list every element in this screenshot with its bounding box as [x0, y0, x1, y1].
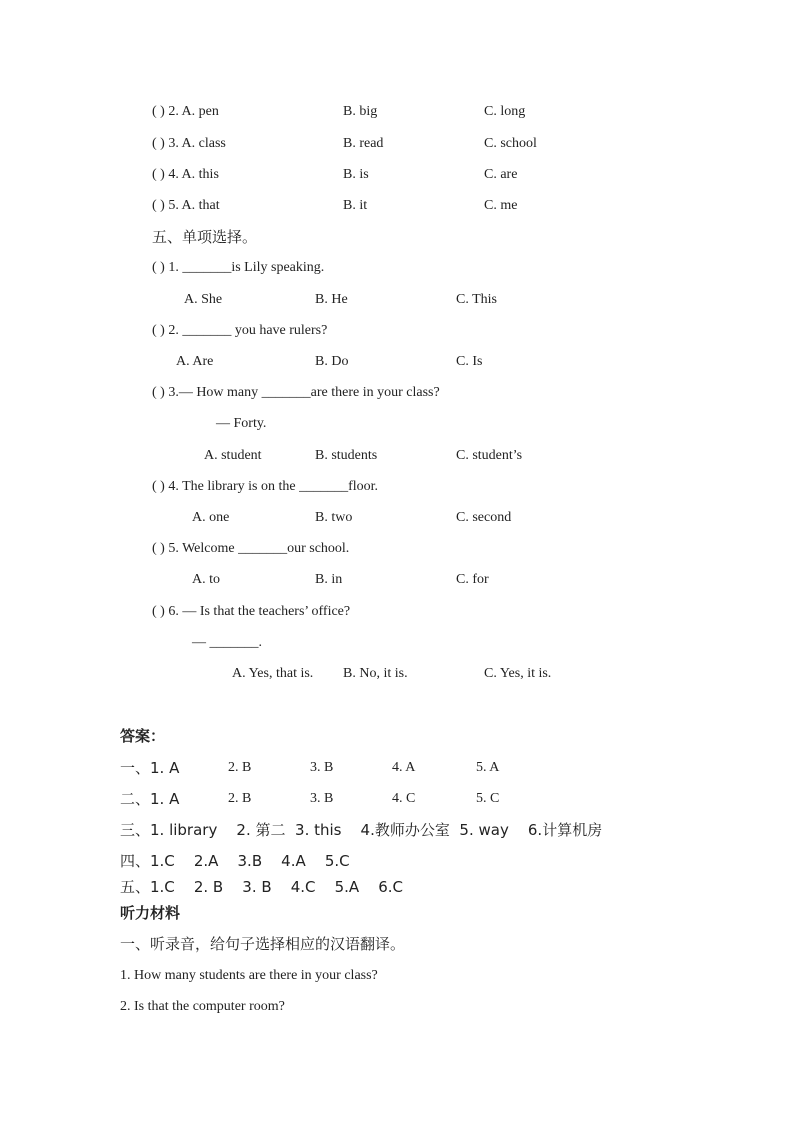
option-a: A. one [192, 510, 230, 525]
answer-item: 3. B [310, 791, 334, 806]
options-row [184, 290, 604, 310]
question-number: ( ) 5. A. that [152, 198, 220, 213]
option-b: B. it [343, 198, 368, 213]
options-row [204, 446, 624, 466]
option-c: C. long [484, 104, 526, 119]
listening-sentence: 2. Is that the computer room? [120, 999, 285, 1014]
answer-item: 2. B [228, 791, 252, 806]
option-b: B. is [343, 167, 369, 182]
answer-item: 2. B [228, 760, 252, 775]
option-c: C. for [456, 572, 489, 587]
option-c: C. are [484, 167, 518, 182]
question-number: ( ) 4. A. this [152, 167, 219, 182]
answer-item: 5. C [476, 791, 500, 806]
answer-label: 一、1. A [120, 759, 180, 777]
option-b: B. He [315, 292, 348, 307]
answers-heading: 答案： [120, 727, 166, 745]
option-b: B. two [315, 510, 353, 525]
answer-item: 5. A [476, 760, 500, 775]
answer-item: 3. B [310, 760, 334, 775]
answer-item: 4. C [392, 791, 416, 806]
listening-subtitle: 一、听录音，给句子选择相应的汉语翻译。 [120, 935, 406, 953]
options-row [192, 508, 612, 528]
option-c: C. This [456, 292, 497, 307]
option-a: A. She [184, 292, 223, 307]
option-b: B. read [343, 136, 384, 151]
options-row [232, 664, 632, 684]
option-a: A. Are [176, 354, 214, 369]
question-text: ( ) 5. Welcome _______our school. [152, 541, 350, 556]
option-c: C. second [456, 510, 512, 525]
option-b: B. in [315, 572, 343, 587]
option-c: C. me [484, 198, 518, 213]
listening-sentence: 1. How many students are there in your class? [120, 968, 378, 983]
answer-row: 四、1.C 2.A 3.B 4.A 5.C [120, 852, 350, 870]
options-row [192, 570, 612, 590]
answer-row [120, 758, 540, 778]
options-row [176, 352, 596, 372]
question-text: ( ) 1. _______is Lily speaking. [152, 260, 325, 275]
option-c: C. Yes, it is. [484, 666, 552, 681]
option-b: B. students [315, 448, 378, 463]
question-number: ( ) 3. A. class [152, 136, 226, 151]
question-number: ( ) 2. A. pen [152, 104, 219, 119]
option-b: B. big [343, 104, 378, 119]
question-text: ( ) 3.— How many _______are there in your class? [152, 385, 440, 400]
answer-line: — Forty. [216, 416, 267, 431]
question-text: ( ) 2. _______ you have rulers? [152, 323, 328, 338]
option-b: B. No, it is. [343, 666, 408, 681]
answer-line: — _______. [192, 635, 262, 650]
option-b: B. Do [315, 354, 349, 369]
option-a: A. Yes, that is. [232, 666, 314, 681]
answer-item: 4. A [392, 760, 416, 775]
option-c: C. student’s [456, 448, 523, 463]
option-c: C. school [484, 136, 537, 151]
answer-row: 五、1.C 2. B 3. B 4.C 5.A 6.C [120, 878, 404, 896]
question-text: ( ) 4. The library is on the _______floor. [152, 479, 379, 494]
section-title: 五、单项选择。 [152, 228, 258, 246]
answer-row [120, 789, 540, 809]
option-a: A. student [204, 448, 262, 463]
answer-label: 二、1. A [120, 790, 180, 808]
question-text: ( ) 6. — Is that the teachers’ office? [152, 604, 351, 619]
listening-heading: 听力材料 [120, 904, 181, 922]
answer-row: 三、1. library 2. 第二 3. this 4.教师办公室 5. way 6.计算机房 [120, 821, 603, 839]
option-c: C. Is [456, 354, 483, 369]
option-a: A. to [192, 572, 220, 587]
